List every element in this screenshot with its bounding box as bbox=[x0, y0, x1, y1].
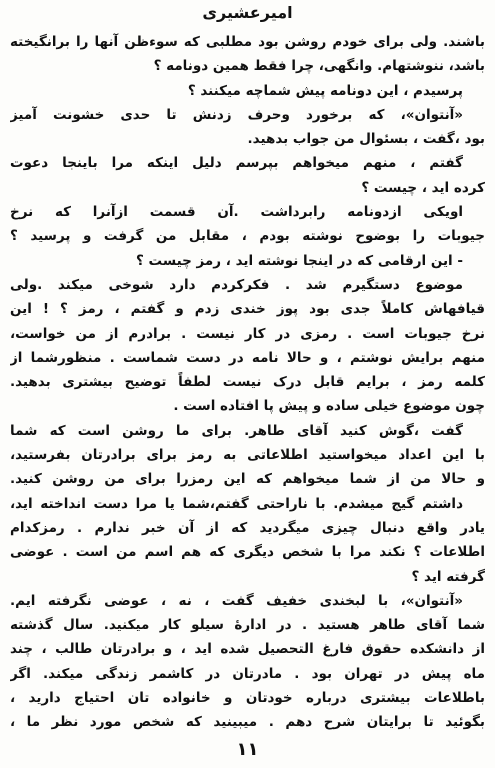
text-line: داشتم گیج میشدم. با ناراحتی گفتم،شما یا مرا دست انداخته اید، bbox=[10, 495, 463, 512]
text-line: قیافهاش کاملاً جدی بود پوز خندی زدم و گفتم ، رمز ؟ ! این bbox=[10, 301, 485, 318]
text-line: باشد، ننوشتهام. وانگهی، چرا فقط همین دونامه ؟ bbox=[153, 58, 485, 75]
text-line: از دانشکده حقوق فارغ التحصیل شده اید ، و برادرتان طالب ، چند bbox=[10, 641, 485, 658]
text-line: و حالا من از شما میخواهم که این رمزرا برای من روشن کنید. bbox=[10, 471, 485, 488]
text-line: «آنتوان»، با لبخندی خفیف گفت ، نه ، عوضی نگرفته ایم. bbox=[10, 592, 463, 609]
text-line: «آنتوان»، که برخورد وحرف زدنش تا حدی خشونت آمیز bbox=[10, 106, 463, 123]
text-line: بود ،گفت ، بسئوال من جواب بدهید. bbox=[247, 131, 485, 148]
text-line: بگوئید تا برایتان شرح دهم . میبینید که شخص مورد نظر ما ، bbox=[10, 714, 485, 731]
text-line: چون موضوع خیلی ساده و پیش پا افتاده است . bbox=[173, 398, 485, 415]
text-line: با این اعداد میخواستید اطلاعاتی به رمز برای برادرتان بفرستید، bbox=[10, 447, 485, 464]
text-line: موضوع دستگیرم شد . فکرکردم دارد شوخی میکند .ولی bbox=[10, 276, 463, 293]
text-line: کلمه رمز ، برایم قابل درک نیست لطفاً توضیح بیشتری بدهید. bbox=[10, 374, 485, 391]
text-line: جیوبات را بوضوح نوشته بودم ، مقابل من گرفت و پرسید ؟ bbox=[10, 228, 485, 245]
text-line: اطلاعات ؟ نکند مرا با شخص دیگری که هم اسم من است . عوضی bbox=[10, 544, 485, 561]
text-line: گفت ،گوش کنید آقای طاهر. برای ما روشن است که شما bbox=[10, 422, 463, 439]
text-line: شما آقای طاهر هستید . در ادارهٔ سیلو کار میکنید. سال گذشته bbox=[10, 617, 485, 634]
text-line: - این ارقامی که در اینجا نوشته اید ، رمز چیست ؟ bbox=[136, 252, 463, 269]
text-line: یادر واقع دنبال چیزی میگردید که از آن خبر ندارم . رمزکدام bbox=[10, 519, 485, 536]
page-number: ۱۱ bbox=[236, 739, 259, 760]
text-line: کرده اید ، چیست ؟ bbox=[361, 179, 485, 196]
text-line: منهم برایش نوشتم ، و حالا نامه در دست شماست . منظورشما از bbox=[10, 349, 485, 366]
text-line: باشند. ولی برای خودم روشن بود مطلبی که سوءظن آنها را برانگیخته bbox=[10, 34, 485, 50]
text-line: گفتم ، منهم میخواهم بپرسم دلیل اینکه مرا باینجا دعوت bbox=[10, 155, 463, 172]
text-line: باطلاعات بیشتری درباره خودتان و خانواده تان احتیاج دارید ، bbox=[10, 690, 485, 707]
text-line: پرسیدم ، این دونامه پیش شماچه میکنند ؟ bbox=[187, 82, 463, 99]
text-line: اویکی ازدونامه رابرداشت .آن قسمت ازآنرا که نرخ bbox=[10, 204, 463, 221]
running-header: امیرعشیری bbox=[202, 3, 293, 22]
body-text bbox=[10, 30, 485, 732]
text-line: گرفته اید ؟ bbox=[411, 568, 485, 585]
text-line: ماه پیش در تهران بود . مادرتان در کاشمر زندگی میکند. اگر bbox=[10, 665, 485, 682]
text-line: نرخ جیوبات است . رمزی در کار نیست . برادرم از من خواست، bbox=[10, 325, 485, 342]
